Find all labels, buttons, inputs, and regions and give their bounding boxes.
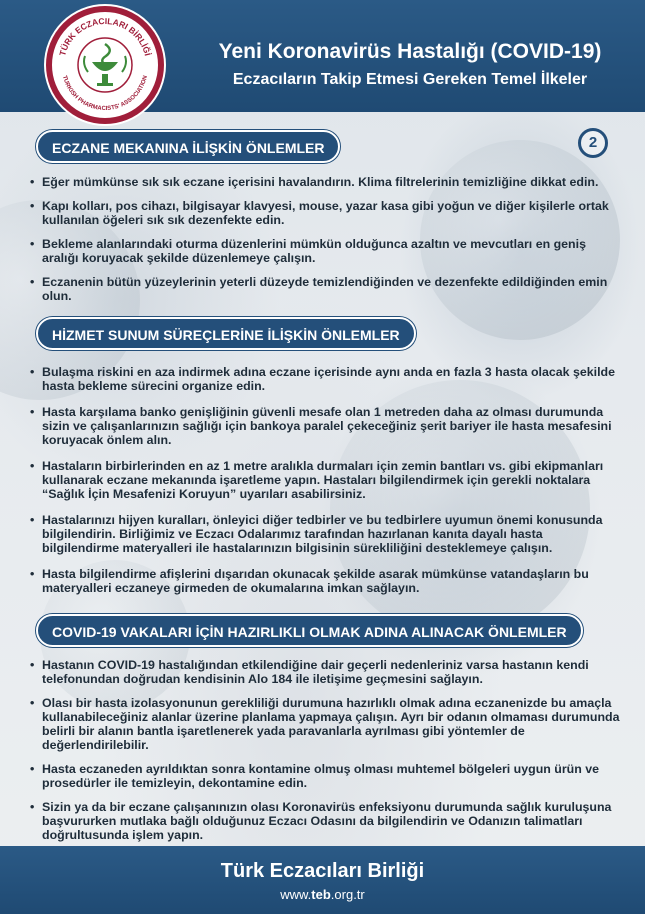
section-heading: ECZANE MEKANINA İLİŞKİN ÖNLEMLER [36, 130, 340, 163]
list-item: • Eğer mümkünse sık sık eczane içerisini havalandırın. Klima filtrelerinin temizliğine dikkat edin. [30, 175, 599, 189]
list-item: • Hastalarınızı hijyen kuralları, önleyici diğer tedbirler ve bu tedbirlere uyumun önemi konusunda bilgilendirin. Birliğimiz ve Eczacı Odalarımız tarafından hazırlanan kanıta dayalı hasta bilgilendirme materyalleri ile hastalarınızın bilgisinin sürekliliğini desteklemeye çalışın. [30, 513, 603, 555]
logo-text-bottom: TURKISH PHARMACISTS' ASSOCIATION [60, 74, 150, 113]
section-heading: HİZMET SUNUM SÜREÇLERİNE İLİŞKİN ÖNLEMLER [36, 317, 416, 350]
footer-url[interactable]: www.teb.org.tr [280, 887, 365, 902]
logo-text-top: TÜRK ECZACILARI BİRLİĞİ [57, 15, 153, 57]
list-item: • Hasta eczaneden ayrıldıktan sonra kontamine olmuş olması muhtemel bölgeleri uygun ürün ve prosedürler ile temizleyin, dekontamine edin. [30, 762, 600, 790]
list-item: • Hasta bilgilendirme afişlerini dışarıdan okunacak şekilde asarak mümkünse vatandaşların bu materyalleri eczaneye girmeden de okumalarına imkan sağlayın. [30, 567, 589, 595]
list-item: • Hastanın COVID-19 hastalığından etkilendiğine dair geçerli nedenleriniz varsa hastanın kendi telefonundan doğrudan kendisinin Alo 184 ile iletişime geçmesini sağlayın. [30, 658, 589, 686]
list-item: • Kapı kolları, pos cihazı, bilgisayar klavyesi, mouse, yazar kasa gibi yoğun ve diğer kişilerle ortak kullanılan öğeleri sık sık dezenfekte edin. [30, 199, 609, 227]
section-list [30, 175, 620, 303]
section-list [30, 365, 620, 595]
section-list [30, 658, 620, 842]
teb-logo [46, 6, 164, 124]
page-number-badge: 2 [578, 128, 608, 158]
list-item: • Sizin ya da bir eczane çalışanınızın olası Koronavirüs enfeksiyonu durumunda sağlık kuruluşuna başvururken mutlaka bağlı olduğunuz Eczacı Odasını da bilgilendirin ve Odanızın talimatları doğrultusunda işlem yapın. [30, 800, 612, 842]
list-item: • Eczanenin bütün yüzeylerinin yeterli düzeyde temizlendiğinden ve dezenfekte edildiğinden emin olun. [30, 275, 608, 303]
list-item: • Hastaların birbirlerinden en az 1 metre aralıkla durmaları için zemin bantları vs. gibi ekipmanları kullanarak eczane mekanında işaretleme yapın. Hastaları bilgilendirmek için gerekli noktalara “Sağlık İçin Mesafenizi Koruyun” uyarıları asabilirsiniz. [30, 459, 604, 501]
list-item: • Olası bir hasta izolasyonunun gerekliliği durumuna hazırlıklı olmak adına eczanenizde bu amaçla kullanabileceğiniz alanlar üzerine planlama yapmaya çalışın. Ayrı bir odanın olmaması durumunda belirli bir alanın bantla işaretlenerek yada paravanlarla ayrılması gibi yöntemler de değerlendirilebilir. [30, 696, 620, 752]
page-title: Yeni Koronavirüs Hastalığı (COVID-19) [218, 40, 602, 63]
list-item: • Bulaşma riskini en aza indirmek adına eczane içerisinde aynı anda en fazla 3 hasta olacak şekilde hasta bekleme sürecini organize edin. [30, 365, 615, 393]
list-item: • Bekleme alanlarındaki oturma düzenlerini mümkün olduğunca azaltın ve mevcutları en geniş aralığı koruyacak şekilde düzenlemeye çalışın. [30, 237, 586, 265]
page-subtitle: Eczacıların Takip Etmesi Gereken Temel İlkeler [232, 71, 588, 88]
list-item: • Hasta karşılama banko genişliğinin güvenli mesafe olan 1 metreden daha az olması durumunda sizin ve çalışanlarınızın sağlığı için bankoya paralel çekeceğiniz şerit bariyer ile hasta mesafesini koruyacak önlem alın. [30, 405, 612, 447]
section-heading: COVID-19 VAKALARI İÇİN HAZIRLIKLI OLMAK ADINA ALINACAK ÖNLEMLER [36, 614, 583, 647]
footer-title: Türk Eczacıları Birliği [220, 860, 425, 882]
logo-ring [52, 12, 158, 118]
